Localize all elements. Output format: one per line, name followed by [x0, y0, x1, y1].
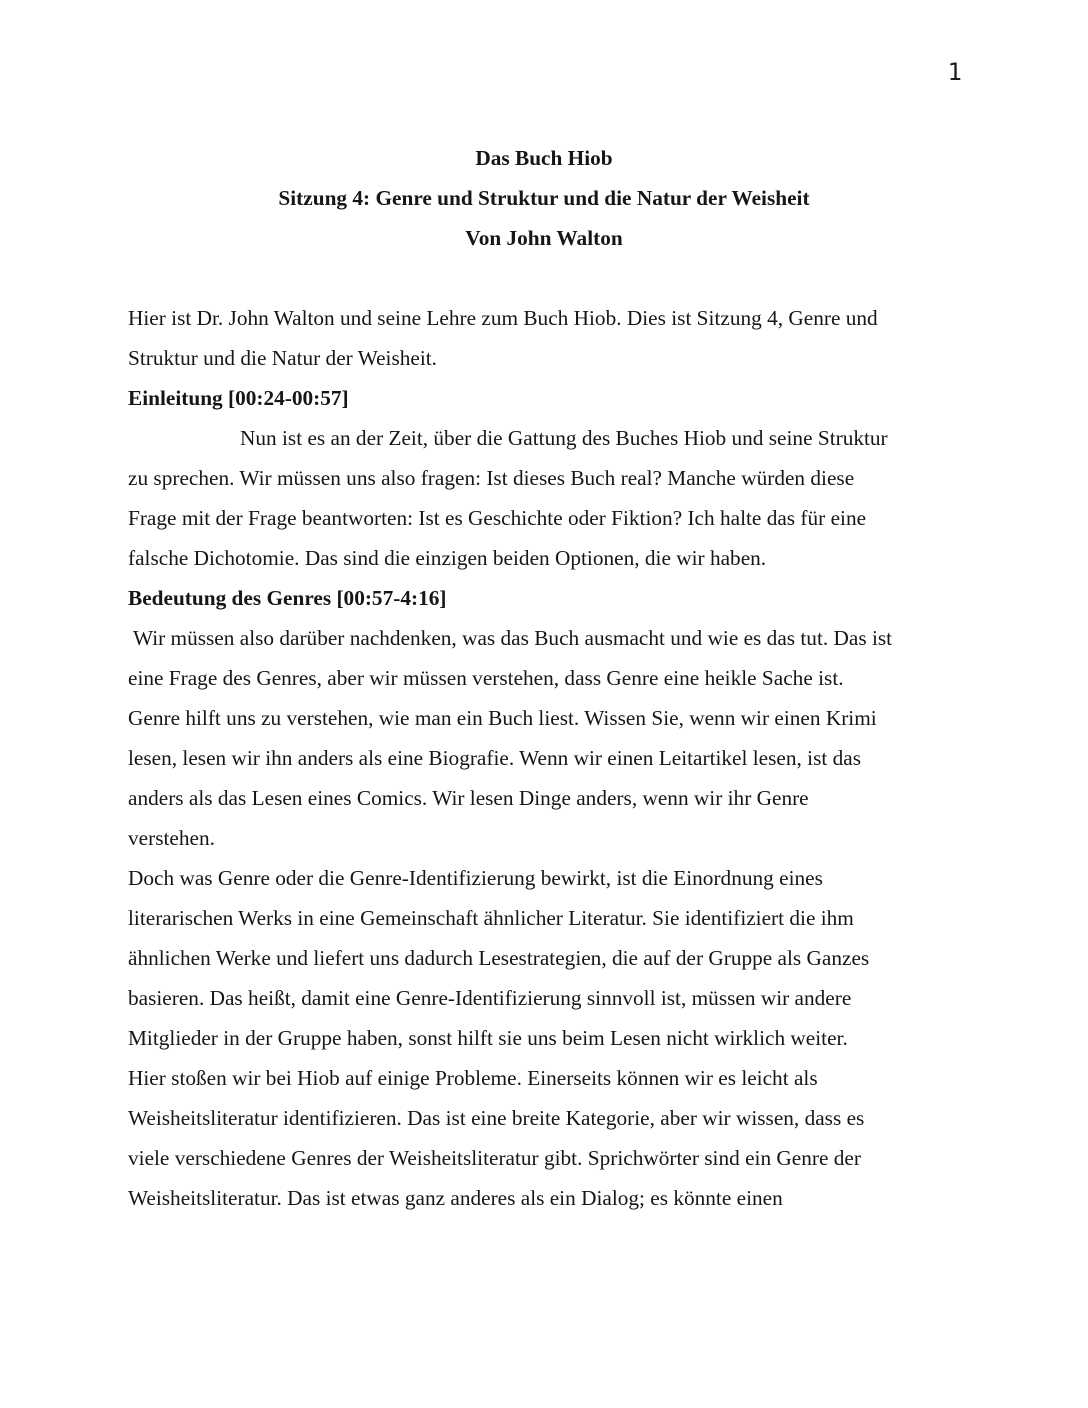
document-content [128, 138, 960, 1218]
title-block [128, 138, 960, 258]
text-line: Frage mit der Frage beantworten: Ist es Geschichte oder Fiktion? Ich halte das für eine [128, 506, 867, 530]
body-block [128, 298, 960, 1218]
text-line: Weisheitsliteratur. Das ist etwas ganz anderes als ein Dialog; es könnte einen [128, 1186, 783, 1210]
section-heading: Einleitung [00:24-00:57] [128, 386, 349, 410]
text-line: literarischen Werks in eine Gemeinschaft ähnlicher Literatur. Sie identifiziert die ihm [128, 906, 854, 930]
text-line: falsche Dichotomie. Das sind die einzigen beiden Optionen, die wir haben. [128, 546, 767, 570]
title-line: Von John Walton [465, 226, 623, 250]
text-line: Weisheitsliteratur identifizieren. Das ist eine breite Kategorie, aber wir wissen, dass es [128, 1106, 865, 1130]
text-line: Hier stoßen wir bei Hiob auf einige Probleme. Einerseits können wir es leicht als [128, 1066, 818, 1090]
text-line: Genre hilft uns zu verstehen, wie man ein Buch liest. Wissen Sie, wenn wir einen Krimi [128, 706, 877, 730]
text-line: anders als das Lesen eines Comics. Wir lesen Dinge anders, wenn wir ihr Genre [128, 786, 809, 810]
text-line: Doch was Genre oder die Genre-Identifizierung bewirkt, ist die Einordnung eines [128, 866, 823, 890]
section-heading: Bedeutung des Genres [00:57-4:16] [128, 586, 447, 610]
text-line: Nun ist es an der Zeit, über die Gattung des Buches Hiob und seine Struktur [128, 426, 888, 450]
text-line: ähnlichen Werke und liefert uns dadurch Lesestrategien, die auf der Gruppe als Ganzes [128, 946, 870, 970]
text-line: Hier ist Dr. John Walton und seine Lehre zum Buch Hiob. Dies ist Sitzung 4, Genre und [128, 306, 878, 330]
text-line: viele verschiedene Genres der Weisheitsliteratur gibt. Sprichwörter sind ein Genre der [128, 1146, 861, 1170]
text-line: Wir müssen also darüber nachdenken, was das Buch ausmacht und wie es das tut. Das ist [128, 626, 893, 650]
title-line: Das Buch Hiob [475, 146, 613, 170]
text-line: zu sprechen. Wir müssen uns also fragen: Ist dieses Buch real? Manche würden diese [128, 466, 855, 490]
text-line: verstehen. [128, 826, 215, 850]
text-line: lesen, lesen wir ihn anders als eine Biografie. Wenn wir einen Leitartikel lesen, ist das [128, 746, 861, 770]
page-number: 1 [947, 58, 962, 86]
title-line: Sitzung 4: Genre und Struktur und die Natur der Weisheit [278, 186, 810, 210]
text-line: Struktur und die Natur der Weisheit. [128, 346, 438, 370]
text-line: basieren. Das heißt, damit eine Genre-Identifizierung sinnvoll ist, müssen wir andere [128, 986, 852, 1010]
text-line: Mitglieder in der Gruppe haben, sonst hilft sie uns beim Lesen nicht wirklich weiter. [128, 1026, 848, 1050]
text-line: eine Frage des Genres, aber wir müssen verstehen, dass Genre eine heikle Sache ist. [128, 666, 844, 690]
